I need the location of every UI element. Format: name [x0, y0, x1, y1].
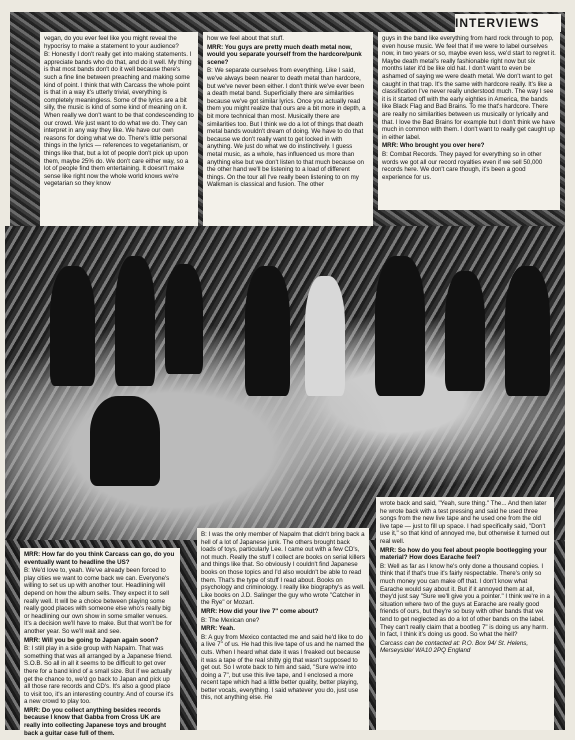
band-member-figure	[115, 256, 155, 386]
interview-question: MRR: Will you be going to Japan again soon?	[24, 636, 159, 644]
section-title: INTERVIEWS	[455, 16, 540, 30]
band-member-figure	[90, 396, 160, 486]
interview-answer: vegan, do you ever feel like you might reveal the hypocrisy to make a statement to your audience?	[44, 35, 179, 50]
interview-answer: B: Well as far as I know he's only done a thousand copies. I think that if that's true it's fairly respectable. There's only so much money you can make off that. I don't know what Earache would say about it. But if it annoyed them at all, they'd just say "Sure we'll give you a pointer." I think we're in a situation where two of the guys at Earache are really good friends of ours, but they're so busy with other bands that we tend to get neglected as do a lot of other bands on the label. They can't really claim that a bootleg 7" is doing us any harm. In fact, I think it's doing us good. So what the hell?	[380, 562, 550, 639]
interview-answer: B: A guy from Mexico contacted me and said he'd like to do a live 7" of us. He had this live tape of us and he named the cuts. When I heard what date it was I freaked out because it was a tape of the real shitty gig that wasn't supposed to get out. So I wrote back to him and said, "Sure we're into doing a 7", but use this live tape, and I enclosed a more recent tape which had a little better quality, better playing, better vocals, everything. I said whatever you do, just use this, not anything else. He	[201, 633, 365, 702]
interview-question: MRR: Do you collect anything besides records because I know that Gabba from Cross UK are really into collecting Japanese toys and brought back a guitar case full of them.	[24, 706, 166, 737]
section-header	[455, 14, 561, 32]
interview-answer: B: The Mexican one?	[201, 616, 260, 624]
interview-answer: B: I still play in a side group with Napalm. That was something that was all arranged by a Japanese friend. S.O.B. So all in all it seems to be difficult to get over there for a band kind of a small size. But if we actually get the chance to, we'd go back to Japan and pick up all those rare records and CD's. It's also a good place to visit too, it's an interesting country. And of course it's a new crowd to play too.	[24, 645, 174, 706]
text-column-bottom-middle	[197, 528, 369, 730]
contact-caption: Carcass can be contacted at: P.O. Box 94/ St. Helens, Merseyside/ WA10 2PQ England	[380, 639, 529, 655]
interview-question: MRR: Who brought you over here?	[382, 142, 485, 150]
interview-answer: wrote back and said, "Yeah, sure thing." The... And then later he wrote back with a test pressing and said he used three songs from the new live tape and he used one from the old live tape — just to fill up space. I had specifically said, "Don't use it," so that kind of annoyed me, but otherwise it turned out real well.	[380, 500, 550, 545]
text-column-bottom-right	[376, 497, 554, 730]
band-member-figure	[165, 264, 203, 374]
band-member-figure	[245, 266, 290, 396]
band-member-figure	[305, 276, 345, 396]
text-column-top-right	[378, 32, 560, 210]
interview-question: MRR: Yeah.	[201, 625, 235, 633]
band-member-figure	[375, 256, 425, 396]
interview-answer: B: Combat Records. They payed for everything so in other words we got all our record royalties even if we sell 50,000 records here. We don't care though, it's been a good experience for us.	[382, 150, 543, 181]
text-column-bottom-left	[20, 548, 180, 737]
band-member-figure	[445, 271, 485, 391]
interview-answer: B: We separate ourselves from everything. Like I said, we've always been nearer to death metal than hardcore, but we've never been either. I don't think we've ever been a death metal band. Superficially there are similarities because we've got similar lyrics. Once you actually read them you might realize that ours are a bit more in depth, a bit more technical than most. Musically there are similarities too. But I think we do a lot of things that death metal bands wouldn't dream of doing. We have to do that because we don't really want to get locked in with anything. We just do what we do instinctively. I guess metal music, as a whole, has influenced us more than anything else but we don't listen to that much because on the other hand we'll be listening to a load of different things. On the tour all I've really been listening to on my Walkman is classical and fusion. The other	[207, 67, 366, 189]
interview-answer: B: We'd love to, yeah. We've already been forced to play cities we want to come back we can. Everyone's willing to set us up with another tour. Headlining will depend on how the album sells. They expect it to sell really well. It will be a choice between playing some really good places with someone else who's really big or headlining our own show in some smaller venues. It's a decision we'll have to make. But that won't be for another year. So we'll wait and see.	[24, 567, 172, 635]
interview-answer: B: Honestly I don't really get into making statements. I appreciate bands who do that, and do it well. My thing is that most bands don't do it well because there's such a fine line between preaching and making some kind of point. I think that with Carcass the whole point is that in a way it's utterly trivial, everything is completely meaningless. Some of the lyrics are a bit silly, the music is kind of some kind of meaning on it. When really we don't want to be that condescending to our crowd. We just want to do what we do. They can interpret in any way they like. We have our own reasons for doing what we do. There's little personal things in the lyrics — references to vegetarianism, or things like that, but a lot of people don't pick up upon them, maybe 25% do. We don't care either way, so a lot of people find them entertaining. It doesn't make sense like right now the whole world knows we're vegetarian so they know	[44, 51, 194, 188]
interview-question: MRR: How did your live 7" come about?	[201, 607, 319, 615]
interview-question: MRR: So how do you feel about people bootlegging your material? How does Earache feel?	[380, 546, 547, 562]
text-column-top-middle	[203, 32, 373, 240]
interview-question: MRR: You guys are pretty much death metal now, would you separate yourself from the hardcore/punk scene?	[207, 43, 362, 66]
band-member-figure	[50, 266, 95, 386]
interview-answer: how we feel about that stuff.	[207, 35, 284, 42]
interview-answer: guys in the band like everything from hard rock through to pop, even house music. We feel that if we were to label ourselves now, in two years or so, maybe even less, we'd start to regret it. Maybe death metal's really fashionable right now but six months later it'd be like old hat. I don't want to even be ashamed of saying we were death metal. We don't want to get caught in that trap. It's the same with hardcore really. It's like a classification I've never really understood much. The way I see it is it started off with the early eighties in America, the bands like Black Flag and Bad Brains. To me that's hardcore. There are really no similarities between us musically or lyrically and that. I love the Bad Brains for example but I don't think we have much in common with them. I don't want to really get caught up in either label.	[382, 35, 556, 141]
interview-question: MRR: How far do you think Carcass can go, do you eventually want to headline the US?	[24, 551, 175, 566]
interview-answer: B: I was the only member of Napalm that didn't bring back a hell of a lot of Japanese junk. The others brought back loads of toys, particularly Lee. I came out with a few CD's, not much. Really the stuff I collect are books on serial killers and things like that. So obviously I couldn't find Japanese books on those topics and I'd also wouldn't be able to read them. That's the type of stuff I read about. Books on psychology and criminology. I really like biography's as well. Like books on J.D. Salinger the guy who wrote "Catcher in the Rye" or Mozart.	[201, 531, 365, 607]
text-column-top-left	[40, 32, 198, 228]
band-member-figure	[505, 266, 550, 396]
